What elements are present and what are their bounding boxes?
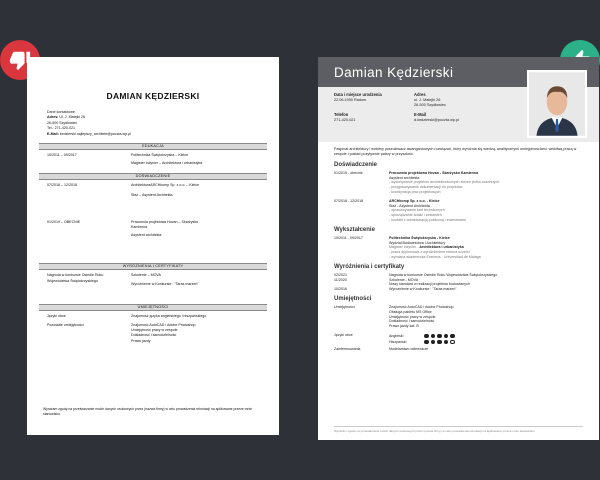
section-experience: DOŚWIADCZENIE (39, 173, 267, 180)
level-dot-filled (450, 334, 455, 339)
cv-name-header: Damian Kędzierski (318, 57, 599, 87)
heading-skills: Umiejętności (334, 295, 372, 302)
experience-entry: 07/2018 - 12/2018 ARCHkomp Sp. z o.o. - Kielce Staż - Asystent Architekta - opracowywanie kart technicznych - sporządzanie analiz i zestawień - kontakt z administracją publiczną i inwestorami (334, 198, 466, 222)
skills-other-row: Pozostałe umiejętności Znajomość AutoCAD i Adobe Photoshop Umiejętność pracy w zespole Dokładność i samodzielność Prawo jazdy (47, 323, 196, 343)
consent-clause: Wyrażam zgodę na przetwarzanie moich danych osobowych przez (nazwa firmy) w celu prowadzenia rekrutacji na aplikowane przeze mnie stanowisko. (334, 426, 583, 433)
heading-awards: Wyróżnienia i certyfikaty (334, 263, 405, 270)
cv-name: DAMIAN KĘDZIERSKI (106, 91, 200, 101)
language-row (389, 339, 583, 345)
level-dot-filled (444, 334, 449, 339)
skills-entry: Umiejętności Znajomość AutoCAD i Adobe Photoshop Obsługa pakietu MS Office Umiejętność pracy w zespole Dokładność i samodzielność Prawo jazdy kat. B (334, 304, 454, 329)
skills-lang-row: Języki obce Znajomość języka angielskiego i hiszpańskiego (47, 313, 207, 318)
section-skills: UMIEJĘTNOŚCI (39, 304, 267, 311)
bad-cv-document (27, 57, 279, 435)
level-dot-filled (431, 334, 436, 339)
profile-summary: Pasjonat architektury i wnbitny poszukiwacz awangardowych rozwiązań, który wyróżnia się wiedzą, analitycznymi umiejętnościami, wnikliwą pracą w zespole i pokład pozytywnie patrzy w przyszłość. (334, 147, 577, 156)
level-dot-filled (424, 340, 429, 345)
award-entry: 02/2021 Nagroda w konkursie Osiedle Roku Województwa Świętokrzyskiego (334, 272, 498, 277)
awards-row: Nagroda w konkursie Osiedle Roku Województwa Świętokrzyskiego Szkolenie – MOVA Wyróżnienie w Konkursie : "Taras marzeń" (47, 273, 199, 286)
profile-photo (527, 70, 587, 138)
language-level-rating (424, 340, 455, 345)
contact-block: Dane kontaktowe: Adres: Ul. J. Matejki 26 26-500 Szydłowiec Tel.: 271-420-021 E-Mail: kedzierski.najlepszy_architekt@poczta.wp.pl (47, 110, 131, 136)
level-dot-empty (450, 340, 455, 345)
heading-experience: Doświadczenie (334, 161, 378, 168)
experience-entry: 01/2019 - obecnie Pracownia projektowa Hovan - Skarżysko Kamienna Asystent architekta - wykonywanie projektów architektonicznych zleceń jedno-rodzinnych - przygotowywanie dokumentacji do projektów - koordynacja prac projektowych (334, 170, 500, 194)
personal-info-band: Data i miejsce urodzenia 22.06.1990 Radom Telefon 271-420-021 Adres ul. J. Matejki 26 26-500 Szydłowiec E-Mail d.kedzierski@poczta.wp.pl (318, 87, 599, 142)
good-cv-document (318, 57, 599, 440)
heading-education: Wykształcenie (334, 226, 375, 233)
education-row: 10/2011 – 09/2017 Politechnika Świętokrzyska – Kielce Magister inżynier – Architektura i urbanistyka (47, 153, 203, 166)
section-awards: WYRÓŻNIENIA I CERTYFIKATY (39, 263, 267, 270)
interests-entry: Zainteresowania Modelarstwo odlewnicze (334, 346, 429, 351)
language-name: Angielski (389, 333, 404, 338)
consent-clause: Wyrażam zgodę na przetwarzanie moich danych osobowych przez (nazwa firmy) w celu prowadzenia rekrutacji na aplikowane przeze mnie stanowisko. (43, 407, 252, 416)
language-name: Hiszpański (389, 339, 407, 344)
languages-entry: Języki obce Angielski Hiszpański (334, 333, 583, 345)
experience-row: 07/2018 – 12/2018 ArchitekturaARCHkomp Sp. z o.o. – Kielce Staż – Asystent Architekta (47, 183, 200, 197)
level-dot-filled (424, 334, 429, 339)
level-dot-filled (431, 340, 436, 345)
award-entry: 11/2020 Szkolenie - MOVA Nowy standard w realizacji projektów budowlanych (334, 277, 470, 287)
level-dot-filled (437, 340, 442, 345)
language-level-rating (424, 334, 455, 339)
award-entry: 10/2016 Wyróżnienie w Konkursie : "Taras marzeń" (334, 287, 457, 292)
level-dot-filled (437, 334, 442, 339)
experience-row: 01/2019 – OBECNIE Pracownia projektowa Hovan – Skarżysko Kamienna Asystent architekta (47, 219, 199, 238)
education-entry: 10/2011 - 09/2017 Politechnika Świętokrzyska - Kielce Wydział Budownictwa i Architektury Magister inżynier - Architektura i urbanistyka - praca dyplomowa z wyróżnieniem rektora uczelni - wymiana akademicka Erasmus - Universidad de Málaga (334, 235, 481, 259)
level-dot-filled (444, 340, 449, 345)
section-education: EDUKACJA (39, 143, 267, 150)
